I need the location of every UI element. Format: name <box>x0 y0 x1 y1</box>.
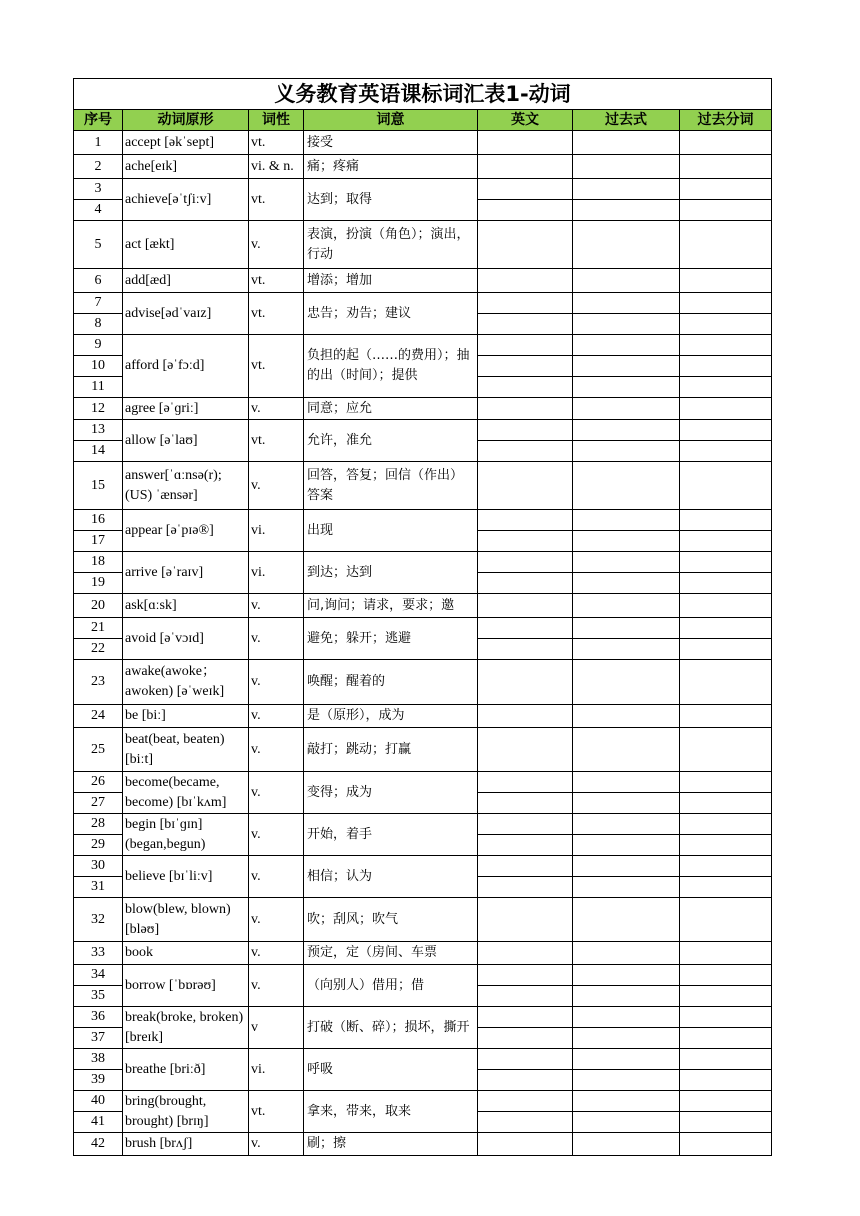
header-number: 序号 <box>74 110 123 131</box>
header-english: 英文 <box>478 110 573 131</box>
past-participle-cell[interactable] <box>680 510 772 531</box>
english-answer-cell[interactable] <box>478 639 573 660</box>
part-of-speech: v. <box>249 705 304 728</box>
past-tense-cell[interactable] <box>573 1133 680 1156</box>
english-answer-cell[interactable] <box>478 1049 573 1070</box>
past-tense-cell[interactable] <box>573 441 680 462</box>
english-answer-cell[interactable] <box>478 942 573 965</box>
table-row <box>74 965 772 986</box>
verb-base-form: act [ækt] <box>123 221 249 269</box>
table-row <box>74 462 772 510</box>
verb-base-form: arrive [əˈraɪv] <box>123 552 249 594</box>
past-participle-cell[interactable] <box>680 531 772 552</box>
table-row <box>74 772 772 793</box>
past-tense-cell[interactable] <box>573 835 680 856</box>
row-number: 4 <box>74 200 123 221</box>
title-row <box>74 79 772 110</box>
meaning: 到达；达到 <box>304 552 478 594</box>
part-of-speech: v. <box>249 1133 304 1156</box>
part-of-speech: v. <box>249 965 304 1007</box>
row-number: 5 <box>74 221 123 269</box>
header-base-form: 动词原形 <box>123 110 249 131</box>
past-tense-cell[interactable] <box>573 573 680 594</box>
past-tense-cell[interactable] <box>573 986 680 1007</box>
english-answer-cell[interactable] <box>478 772 573 793</box>
past-participle-cell[interactable] <box>680 335 772 356</box>
past-tense-cell[interactable] <box>573 1112 680 1133</box>
meaning: 吹；刮风；吹气 <box>304 898 478 942</box>
verb-base-form: allow [əˈlaʊ] <box>123 420 249 462</box>
past-tense-cell[interactable] <box>573 1007 680 1028</box>
past-tense-cell[interactable] <box>573 293 680 314</box>
english-answer-cell[interactable] <box>478 594 573 618</box>
past-participle-cell[interactable] <box>680 728 772 772</box>
verb-base-form: beat(beat, beaten) [biːt] <box>123 728 249 772</box>
past-tense-cell[interactable] <box>573 314 680 335</box>
meaning: 刷；擦 <box>304 1133 478 1156</box>
english-answer-cell[interactable] <box>478 793 573 814</box>
row-number: 39 <box>74 1070 123 1091</box>
past-participle-cell[interactable] <box>680 552 772 573</box>
row-number: 24 <box>74 705 123 728</box>
header-past-tense: 过去式 <box>573 110 680 131</box>
past-participle-cell[interactable] <box>680 1028 772 1049</box>
past-tense-cell[interactable] <box>573 965 680 986</box>
meaning: 预定，定（房间、车票 <box>304 942 478 965</box>
verb-base-form: borrow [ˈbɒrəʊ] <box>123 965 249 1007</box>
english-answer-cell[interactable] <box>478 835 573 856</box>
past-tense-cell[interactable] <box>573 639 680 660</box>
past-participle-cell[interactable] <box>680 398 772 420</box>
table-row <box>74 155 772 179</box>
row-number: 29 <box>74 835 123 856</box>
past-tense-cell[interactable] <box>573 1028 680 1049</box>
past-participle-cell[interactable] <box>680 462 772 510</box>
meaning: 负担的起（……的费用）；抽的出（时间）；提供 <box>304 335 478 398</box>
row-number: 23 <box>74 660 123 705</box>
english-answer-cell[interactable] <box>478 618 573 639</box>
past-tense-cell[interactable] <box>573 155 680 179</box>
meaning: 敲打；跳动；打赢 <box>304 728 478 772</box>
past-participle-cell[interactable] <box>680 200 772 221</box>
english-answer-cell[interactable] <box>478 877 573 898</box>
past-tense-cell[interactable] <box>573 877 680 898</box>
row-number: 21 <box>74 618 123 639</box>
row-number: 37 <box>74 1028 123 1049</box>
past-participle-cell[interactable] <box>680 314 772 335</box>
english-answer-cell[interactable] <box>478 179 573 200</box>
part-of-speech: vt. <box>249 179 304 221</box>
part-of-speech: vt. <box>249 131 304 155</box>
past-tense-cell[interactable] <box>573 462 680 510</box>
verb-base-form: begin [bɪˈɡɪn] (began,begun) <box>123 814 249 856</box>
meaning: 表演，扮演（角色）；演出，行动 <box>304 221 478 269</box>
row-number: 33 <box>74 942 123 965</box>
english-answer-cell[interactable] <box>478 856 573 877</box>
past-tense-cell[interactable] <box>573 898 680 942</box>
past-participle-cell[interactable] <box>680 377 772 398</box>
meaning: 问,询问；请求，要求；邀 <box>304 594 478 618</box>
part-of-speech: vi. <box>249 1049 304 1091</box>
past-participle-cell[interactable] <box>680 356 772 377</box>
english-answer-cell[interactable] <box>478 441 573 462</box>
english-answer-cell[interactable] <box>478 510 573 531</box>
english-answer-cell[interactable] <box>478 1028 573 1049</box>
english-answer-cell[interactable] <box>478 965 573 986</box>
past-participle-cell[interactable] <box>680 269 772 293</box>
past-tense-cell[interactable] <box>573 594 680 618</box>
english-answer-cell[interactable] <box>478 552 573 573</box>
verb-base-form: avoid [əˈvɔɪd] <box>123 618 249 660</box>
part-of-speech: v. <box>249 462 304 510</box>
row-number: 27 <box>74 793 123 814</box>
table-row <box>74 131 772 155</box>
verb-base-form: become(became, become) [bɪˈkʌm] <box>123 772 249 814</box>
table-row <box>74 179 772 200</box>
meaning: 相信；认为 <box>304 856 478 898</box>
english-answer-cell[interactable] <box>478 1091 573 1112</box>
row-number: 9 <box>74 335 123 356</box>
meaning: 忠告；劝告；建议 <box>304 293 478 335</box>
row-number: 12 <box>74 398 123 420</box>
past-tense-cell[interactable] <box>573 856 680 877</box>
past-tense-cell[interactable] <box>573 420 680 441</box>
past-tense-cell[interactable] <box>573 814 680 835</box>
part-of-speech: v. <box>249 814 304 856</box>
verb-base-form: break(broke, broken) [breɪk] <box>123 1007 249 1049</box>
table-row <box>74 660 772 705</box>
table-row <box>74 510 772 531</box>
past-participle-cell[interactable] <box>680 898 772 942</box>
past-participle-cell[interactable] <box>680 441 772 462</box>
verb-base-form: brush [brʌʃ] <box>123 1133 249 1156</box>
header-part-of-speech: 词性 <box>249 110 304 131</box>
past-participle-cell[interactable] <box>680 1091 772 1112</box>
table-row <box>74 856 772 877</box>
past-tense-cell[interactable] <box>573 510 680 531</box>
past-tense-cell[interactable] <box>573 377 680 398</box>
verb-base-form: advise[ədˈvaɪz] <box>123 293 249 335</box>
vocabulary-table <box>73 78 772 1156</box>
verb-base-form: ache[eɪk] <box>123 155 249 179</box>
row-number: 16 <box>74 510 123 531</box>
row-number: 32 <box>74 898 123 942</box>
row-number: 18 <box>74 552 123 573</box>
past-participle-cell[interactable] <box>680 1049 772 1070</box>
english-answer-cell[interactable] <box>478 728 573 772</box>
row-number: 11 <box>74 377 123 398</box>
meaning: 接受 <box>304 131 478 155</box>
verb-base-form: answer[ˈɑːnsə(r); (US) ˈænsər] <box>123 462 249 510</box>
english-answer-cell[interactable] <box>478 200 573 221</box>
past-tense-cell[interactable] <box>573 200 680 221</box>
verb-base-form: believe [bɪˈliːv] <box>123 856 249 898</box>
row-number: 31 <box>74 877 123 898</box>
english-answer-cell[interactable] <box>478 356 573 377</box>
header-meaning: 词意 <box>304 110 478 131</box>
verb-base-form: agree [əˈɡriː] <box>123 398 249 420</box>
table-row <box>74 942 772 965</box>
past-participle-cell[interactable] <box>680 793 772 814</box>
past-participle-cell[interactable] <box>680 772 772 793</box>
english-answer-cell[interactable] <box>478 335 573 356</box>
past-participle-cell[interactable] <box>680 131 772 155</box>
english-answer-cell[interactable] <box>478 377 573 398</box>
row-number: 8 <box>74 314 123 335</box>
part-of-speech: vt. <box>249 420 304 462</box>
past-participle-cell[interactable] <box>680 814 772 835</box>
part-of-speech: v. <box>249 728 304 772</box>
past-tense-cell[interactable] <box>573 1049 680 1070</box>
verb-base-form: appear [əˈpɪə®] <box>123 510 249 552</box>
row-number: 13 <box>74 420 123 441</box>
part-of-speech: v. <box>249 398 304 420</box>
english-answer-cell[interactable] <box>478 314 573 335</box>
past-participle-cell[interactable] <box>680 965 772 986</box>
row-number: 35 <box>74 986 123 1007</box>
meaning: 开始，着手 <box>304 814 478 856</box>
table-row <box>74 618 772 639</box>
meaning: 达到；取得 <box>304 179 478 221</box>
row-number: 26 <box>74 772 123 793</box>
row-number: 36 <box>74 1007 123 1028</box>
english-answer-cell[interactable] <box>478 269 573 293</box>
verb-base-form: bring(brought, brought) [brɪŋ] <box>123 1091 249 1133</box>
english-answer-cell[interactable] <box>478 155 573 179</box>
meaning: （向别人）借用；借 <box>304 965 478 1007</box>
past-participle-cell[interactable] <box>680 856 772 877</box>
row-number: 1 <box>74 131 123 155</box>
past-participle-cell[interactable] <box>680 420 772 441</box>
past-tense-cell[interactable] <box>573 618 680 639</box>
meaning: 是（原形），成为 <box>304 705 478 728</box>
row-number: 14 <box>74 441 123 462</box>
english-answer-cell[interactable] <box>478 398 573 420</box>
past-participle-cell[interactable] <box>680 942 772 965</box>
past-participle-cell[interactable] <box>680 221 772 269</box>
past-tense-cell[interactable] <box>573 660 680 705</box>
sheet-title: 义务教育英语课标词汇表1-动词 <box>74 79 772 110</box>
row-number: 7 <box>74 293 123 314</box>
table-row <box>74 728 772 772</box>
past-tense-cell[interactable] <box>573 1091 680 1112</box>
part-of-speech: vt. <box>249 269 304 293</box>
past-tense-cell[interactable] <box>573 356 680 377</box>
table-row <box>74 398 772 420</box>
past-participle-cell[interactable] <box>680 705 772 728</box>
part-of-speech: v. <box>249 221 304 269</box>
past-participle-cell[interactable] <box>680 155 772 179</box>
verb-base-form: book <box>123 942 249 965</box>
meaning: 增添；增加 <box>304 269 478 293</box>
row-number: 41 <box>74 1112 123 1133</box>
past-participle-cell[interactable] <box>680 573 772 594</box>
verb-base-form: afford [əˈfɔːd] <box>123 335 249 398</box>
meaning: 出现 <box>304 510 478 552</box>
table-row <box>74 898 772 942</box>
table-row <box>74 269 772 293</box>
english-answer-cell[interactable] <box>478 1070 573 1091</box>
row-number: 20 <box>74 594 123 618</box>
past-tense-cell[interactable] <box>573 728 680 772</box>
row-number: 2 <box>74 155 123 179</box>
verb-base-form: breathe [briːð] <box>123 1049 249 1091</box>
english-answer-cell[interactable] <box>478 660 573 705</box>
table-row <box>74 594 772 618</box>
row-number: 42 <box>74 1133 123 1156</box>
part-of-speech: v. <box>249 898 304 942</box>
meaning: 唤醒；醒着的 <box>304 660 478 705</box>
english-answer-cell[interactable] <box>478 420 573 441</box>
table-row <box>74 814 772 835</box>
row-number: 40 <box>74 1091 123 1112</box>
table-row <box>74 335 772 356</box>
part-of-speech: vi. <box>249 552 304 594</box>
past-participle-cell[interactable] <box>680 1070 772 1091</box>
past-tense-cell[interactable] <box>573 705 680 728</box>
row-number: 15 <box>74 462 123 510</box>
table-row <box>74 221 772 269</box>
meaning: 拿来，带来，取来 <box>304 1091 478 1133</box>
english-answer-cell[interactable] <box>478 814 573 835</box>
past-participle-cell[interactable] <box>680 179 772 200</box>
part-of-speech: v. <box>249 660 304 705</box>
past-participle-cell[interactable] <box>680 594 772 618</box>
english-answer-cell[interactable] <box>478 573 573 594</box>
row-number: 19 <box>74 573 123 594</box>
past-participle-cell[interactable] <box>680 1007 772 1028</box>
verb-base-form: awake(awoke；awoken) [əˈweɪk] <box>123 660 249 705</box>
meaning: 痛；疼痛 <box>304 155 478 179</box>
english-answer-cell[interactable] <box>478 1112 573 1133</box>
english-answer-cell[interactable] <box>478 221 573 269</box>
past-tense-cell[interactable] <box>573 221 680 269</box>
table-row <box>74 1007 772 1028</box>
verb-base-form: be [biː] <box>123 705 249 728</box>
past-tense-cell[interactable] <box>573 552 680 573</box>
row-number: 3 <box>74 179 123 200</box>
part-of-speech: vt. <box>249 1091 304 1133</box>
verb-base-form: accept [əkˈsept] <box>123 131 249 155</box>
past-participle-cell[interactable] <box>680 1133 772 1156</box>
english-answer-cell[interactable] <box>478 705 573 728</box>
part-of-speech: v. <box>249 942 304 965</box>
past-participle-cell[interactable] <box>680 660 772 705</box>
meaning: 允许，准允 <box>304 420 478 462</box>
row-number: 30 <box>74 856 123 877</box>
past-tense-cell[interactable] <box>573 531 680 552</box>
part-of-speech: v <box>249 1007 304 1049</box>
header-row <box>74 110 772 131</box>
past-participle-cell[interactable] <box>680 1112 772 1133</box>
meaning: 变得；成为 <box>304 772 478 814</box>
past-tense-cell[interactable] <box>573 269 680 293</box>
past-participle-cell[interactable] <box>680 618 772 639</box>
part-of-speech: v. <box>249 618 304 660</box>
english-answer-cell[interactable] <box>478 462 573 510</box>
part-of-speech: vi. <box>249 510 304 552</box>
part-of-speech: v. <box>249 772 304 814</box>
english-answer-cell[interactable] <box>478 531 573 552</box>
meaning: 回答，答复；回信（作出）答案 <box>304 462 478 510</box>
part-of-speech: vt. <box>249 293 304 335</box>
past-participle-cell[interactable] <box>680 877 772 898</box>
meaning: 呼吸 <box>304 1049 478 1091</box>
row-number: 28 <box>74 814 123 835</box>
english-answer-cell[interactable] <box>478 898 573 942</box>
past-tense-cell[interactable] <box>573 335 680 356</box>
row-number: 6 <box>74 269 123 293</box>
part-of-speech: vt. <box>249 335 304 398</box>
table-row <box>74 1133 772 1156</box>
past-tense-cell[interactable] <box>573 772 680 793</box>
table-row <box>74 1091 772 1112</box>
header-past-participle: 过去分词 <box>680 110 772 131</box>
english-answer-cell[interactable] <box>478 986 573 1007</box>
english-answer-cell[interactable] <box>478 1007 573 1028</box>
table-row <box>74 705 772 728</box>
meaning: 同意；应允 <box>304 398 478 420</box>
past-tense-cell[interactable] <box>573 1070 680 1091</box>
meaning: 打破（断、碎）；损坏，撕开 <box>304 1007 478 1049</box>
past-participle-cell[interactable] <box>680 639 772 660</box>
part-of-speech: vi. & n. <box>249 155 304 179</box>
table-row <box>74 552 772 573</box>
past-tense-cell[interactable] <box>573 942 680 965</box>
row-number: 34 <box>74 965 123 986</box>
english-answer-cell[interactable] <box>478 1133 573 1156</box>
row-number: 22 <box>74 639 123 660</box>
part-of-speech: v. <box>249 856 304 898</box>
verb-base-form: add[æd] <box>123 269 249 293</box>
past-participle-cell[interactable] <box>680 986 772 1007</box>
english-answer-cell[interactable] <box>478 293 573 314</box>
row-number: 17 <box>74 531 123 552</box>
past-tense-cell[interactable] <box>573 179 680 200</box>
verb-base-form: ask[ɑːsk] <box>123 594 249 618</box>
row-number: 38 <box>74 1049 123 1070</box>
past-tense-cell[interactable] <box>573 398 680 420</box>
past-tense-cell[interactable] <box>573 793 680 814</box>
part-of-speech: v. <box>249 594 304 618</box>
past-tense-cell[interactable] <box>573 131 680 155</box>
table-row <box>74 1049 772 1070</box>
past-participle-cell[interactable] <box>680 293 772 314</box>
verb-base-form: achieve[əˈtʃiːv] <box>123 179 249 221</box>
past-participle-cell[interactable] <box>680 835 772 856</box>
row-number: 10 <box>74 356 123 377</box>
table-row <box>74 420 772 441</box>
english-answer-cell[interactable] <box>478 131 573 155</box>
meaning: 避免；躲开；逃避 <box>304 618 478 660</box>
table-row <box>74 293 772 314</box>
row-number: 25 <box>74 728 123 772</box>
verb-base-form: blow(blew, blown) [bləʊ] <box>123 898 249 942</box>
